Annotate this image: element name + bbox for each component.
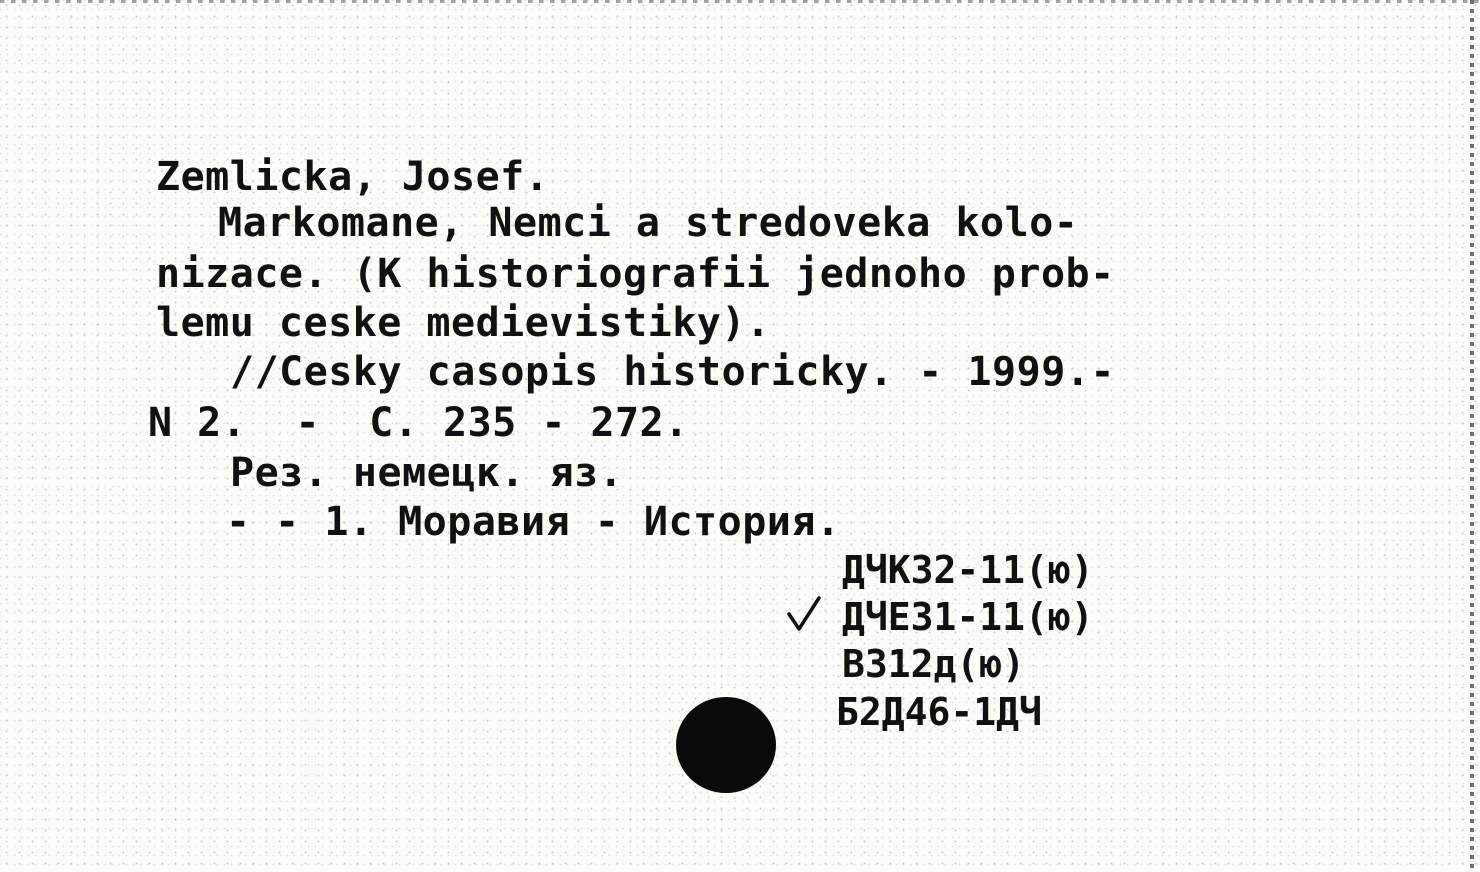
card-right-edge	[1470, 0, 1474, 872]
source-line-1: //Cesky casopis historicky. - 1999.-	[230, 349, 1115, 395]
title-line-2: nizace. (K historiografii jednoho prob-	[156, 251, 1115, 297]
call-number-4: Б2Д46-1ДЧ	[836, 690, 1042, 734]
subject-heading: - - 1. Моравия - История.	[226, 499, 841, 545]
card-top-edge	[0, 0, 1480, 3]
source-line-2: N 2. - C. 235 - 272.	[148, 400, 689, 446]
call-number-2: ДЧЕ31-11(ю)	[842, 595, 1094, 639]
punch-hole	[676, 697, 776, 793]
summary-note: Рез. немецк. яз.	[230, 450, 624, 496]
title-line-3: lemu ceske medievistiky).	[156, 300, 771, 346]
call-number-3: В312д(ю)	[842, 642, 1026, 686]
check-mark-icon	[786, 596, 822, 632]
title-line-1: Markomane, Nemci a stredoveka kolo-	[218, 200, 1079, 246]
call-number-1: ДЧК32-11(ю)	[842, 548, 1094, 592]
author-heading: Zemlicka, Josef.	[156, 154, 550, 200]
